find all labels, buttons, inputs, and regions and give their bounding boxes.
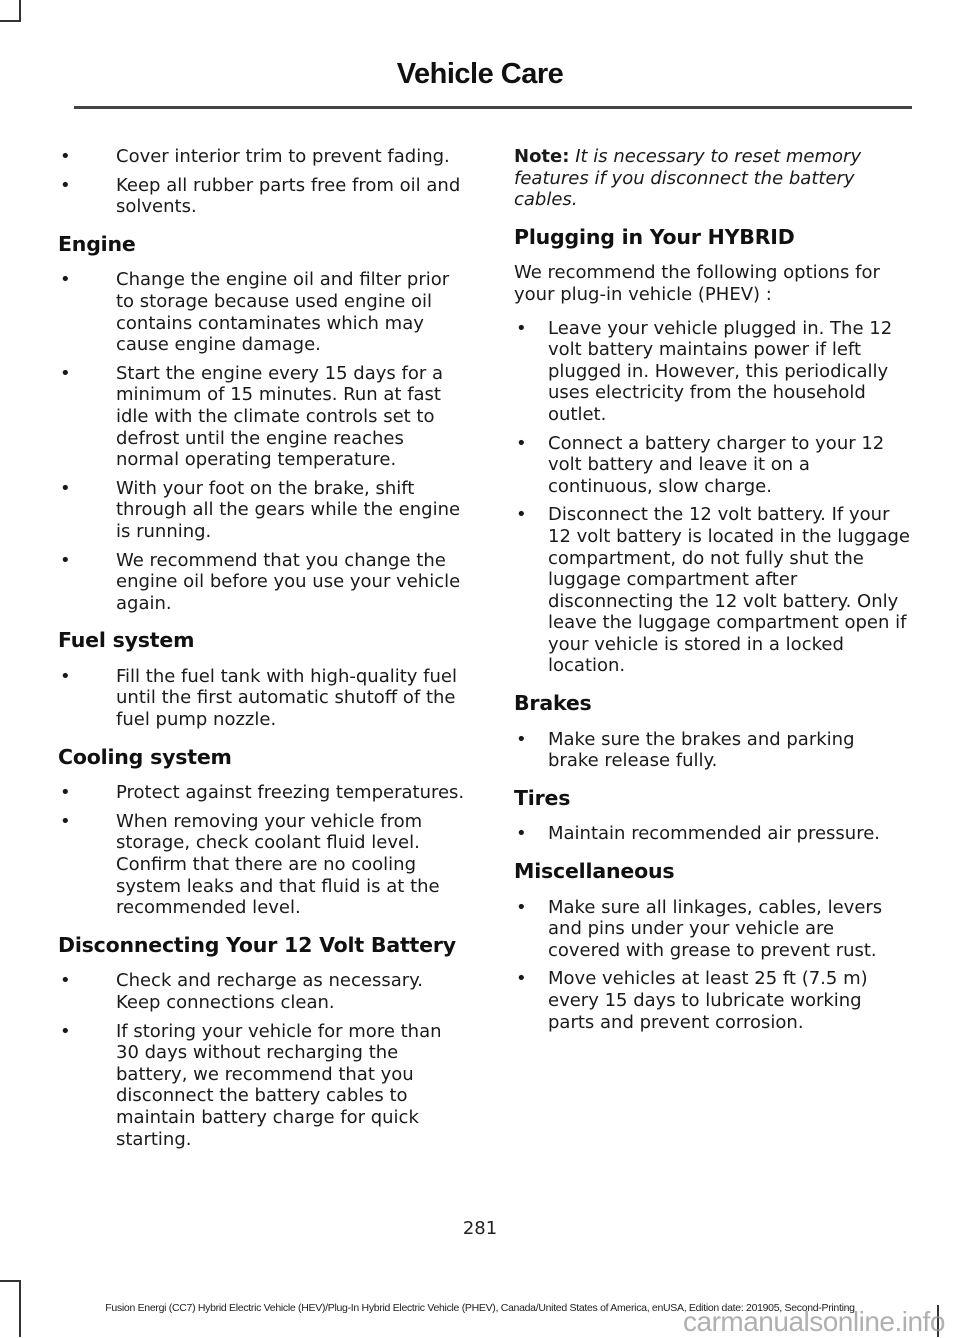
bullet-icon: • — [60, 269, 71, 291]
watermark: carmanualsonline.info — [683, 1306, 945, 1337]
bullet-icon: • — [516, 432, 527, 454]
list-item: • We recommend that you change the engine oil before you use your vehicle again. — [60, 549, 461, 614]
section-heading-fuel-system: Fuel system — [58, 628, 195, 653]
list-item: • Make sure all linkages, cables, levers and pins under your vehicle are covered with grease to prevent rust. — [516, 896, 883, 961]
bullet-icon: • — [60, 1020, 71, 1042]
note — [514, 146, 910, 211]
list-item: • Change the engine oil and filter prior to storage because used engine oil contains contaminates which may cause engine damage. — [60, 269, 450, 356]
section-heading-brakes: Brakes — [514, 691, 592, 716]
edition-footer: Fusion Energi (CC7) Hybrid Electric Vehicle (HEV)/Plug-In Hybrid Electric Vehicle (PHEV), Canada/United States of America, enUSA, Edition date: 201905, Second-Printing — [105, 1302, 855, 1314]
right-column — [514, 146, 910, 1040]
bullet-icon: • — [60, 810, 71, 832]
bullet-icon: • — [60, 549, 71, 571]
bullet-icon: • — [516, 896, 527, 918]
left-column — [58, 146, 468, 1157]
plugging-intro: We recommend the following options for your plug-in vehicle (PHEV) : — [514, 262, 880, 305]
bullet-icon: • — [60, 477, 71, 499]
bullet-icon: • — [60, 174, 71, 196]
list-item: • Protect against freezing temperatures. — [60, 782, 465, 804]
section-heading-disconnecting-battery: Disconnecting Your 12 Volt Battery — [58, 932, 456, 957]
section-heading-plugging-in: Plugging in Your HYBRID — [514, 224, 795, 249]
bullet-icon: • — [516, 823, 527, 845]
bullet-icon: • — [60, 970, 71, 992]
page-title: Vehicle Care — [396, 58, 564, 90]
bullet-icon: • — [60, 782, 71, 804]
bullet-icon: • — [60, 665, 71, 687]
list-item: • Fill the fuel tank with high-quality fuel until the first automatic shutoff of the fuel pump nozzle. — [60, 665, 457, 731]
list-item: • Keep all rubber parts free from oil and solvents. — [60, 174, 461, 218]
note-label: Note: — [514, 146, 570, 167]
list-item: • Start the engine every 15 days for a minimum of 15 minutes. Run at fast idle with the climate controls set to defrost until the engine reaches normal operating temperature. — [60, 362, 443, 471]
bullet-icon: • — [60, 362, 71, 384]
bullet-icon: • — [60, 146, 71, 167]
list-item: • With your foot on the brake, shift through all the gears while the engine is running. — [60, 477, 461, 542]
list-item: • Make sure the brakes and parking brake release fully. — [516, 728, 855, 772]
list-item: • When removing your vehicle from storage, check coolant fluid level. Confirm that there are no cooling system leaks and that fluid is at the recommended level. — [60, 810, 440, 919]
list-item: • Check and recharge as necessary. Keep connections clean. — [60, 970, 423, 1013]
list-item: • Connect a battery charger to your 12 volt battery and leave it on a continuous, slow charge. — [516, 432, 885, 497]
bullet-icon: • — [516, 968, 527, 990]
section-heading-cooling-system: Cooling system — [58, 744, 232, 769]
bullet-icon: • — [516, 728, 527, 750]
list-item: • Cover interior trim to prevent fading. — [60, 146, 450, 167]
section-heading-miscellaneous: Miscellaneous — [514, 859, 675, 884]
list-item: • Disconnect the 12 volt battery. If your 12 volt battery is located in the luggage compartment, do not fully shut the luggage compartment after disconnecting the 12 volt battery. Only leave the luggage compartment open if your vehicle is stored in a locked location. — [516, 504, 910, 677]
list-item: • If storing your vehicle for more than 30 days without recharging the battery, we recommend that you disconnect the battery cables to maintain battery charge for quick starting. — [60, 1020, 442, 1150]
bullet-icon: • — [516, 317, 527, 339]
section-heading-engine: Engine — [58, 231, 136, 256]
page-number: 281 — [462, 1218, 498, 1239]
note-text: It is necessary to reset memory features if you disconnect the battery cables. — [514, 146, 862, 211]
list-item: • Move vehicles at least 25 ft (7.5 m) every 15 days to lubricate working parts and prevent corrosion. — [516, 968, 868, 1033]
header-divider — [74, 106, 912, 109]
section-heading-tires: Tires — [514, 785, 571, 810]
list-item: • Leave your vehicle plugged in. The 12 volt battery maintains power if left plugged in. However, this periodically uses electricity from the household outlet. — [516, 317, 893, 425]
crop-mark-top-left — [0, 0, 21, 22]
bullet-icon: • — [516, 504, 527, 526]
list-item: • Maintain recommended air pressure. — [516, 823, 880, 845]
